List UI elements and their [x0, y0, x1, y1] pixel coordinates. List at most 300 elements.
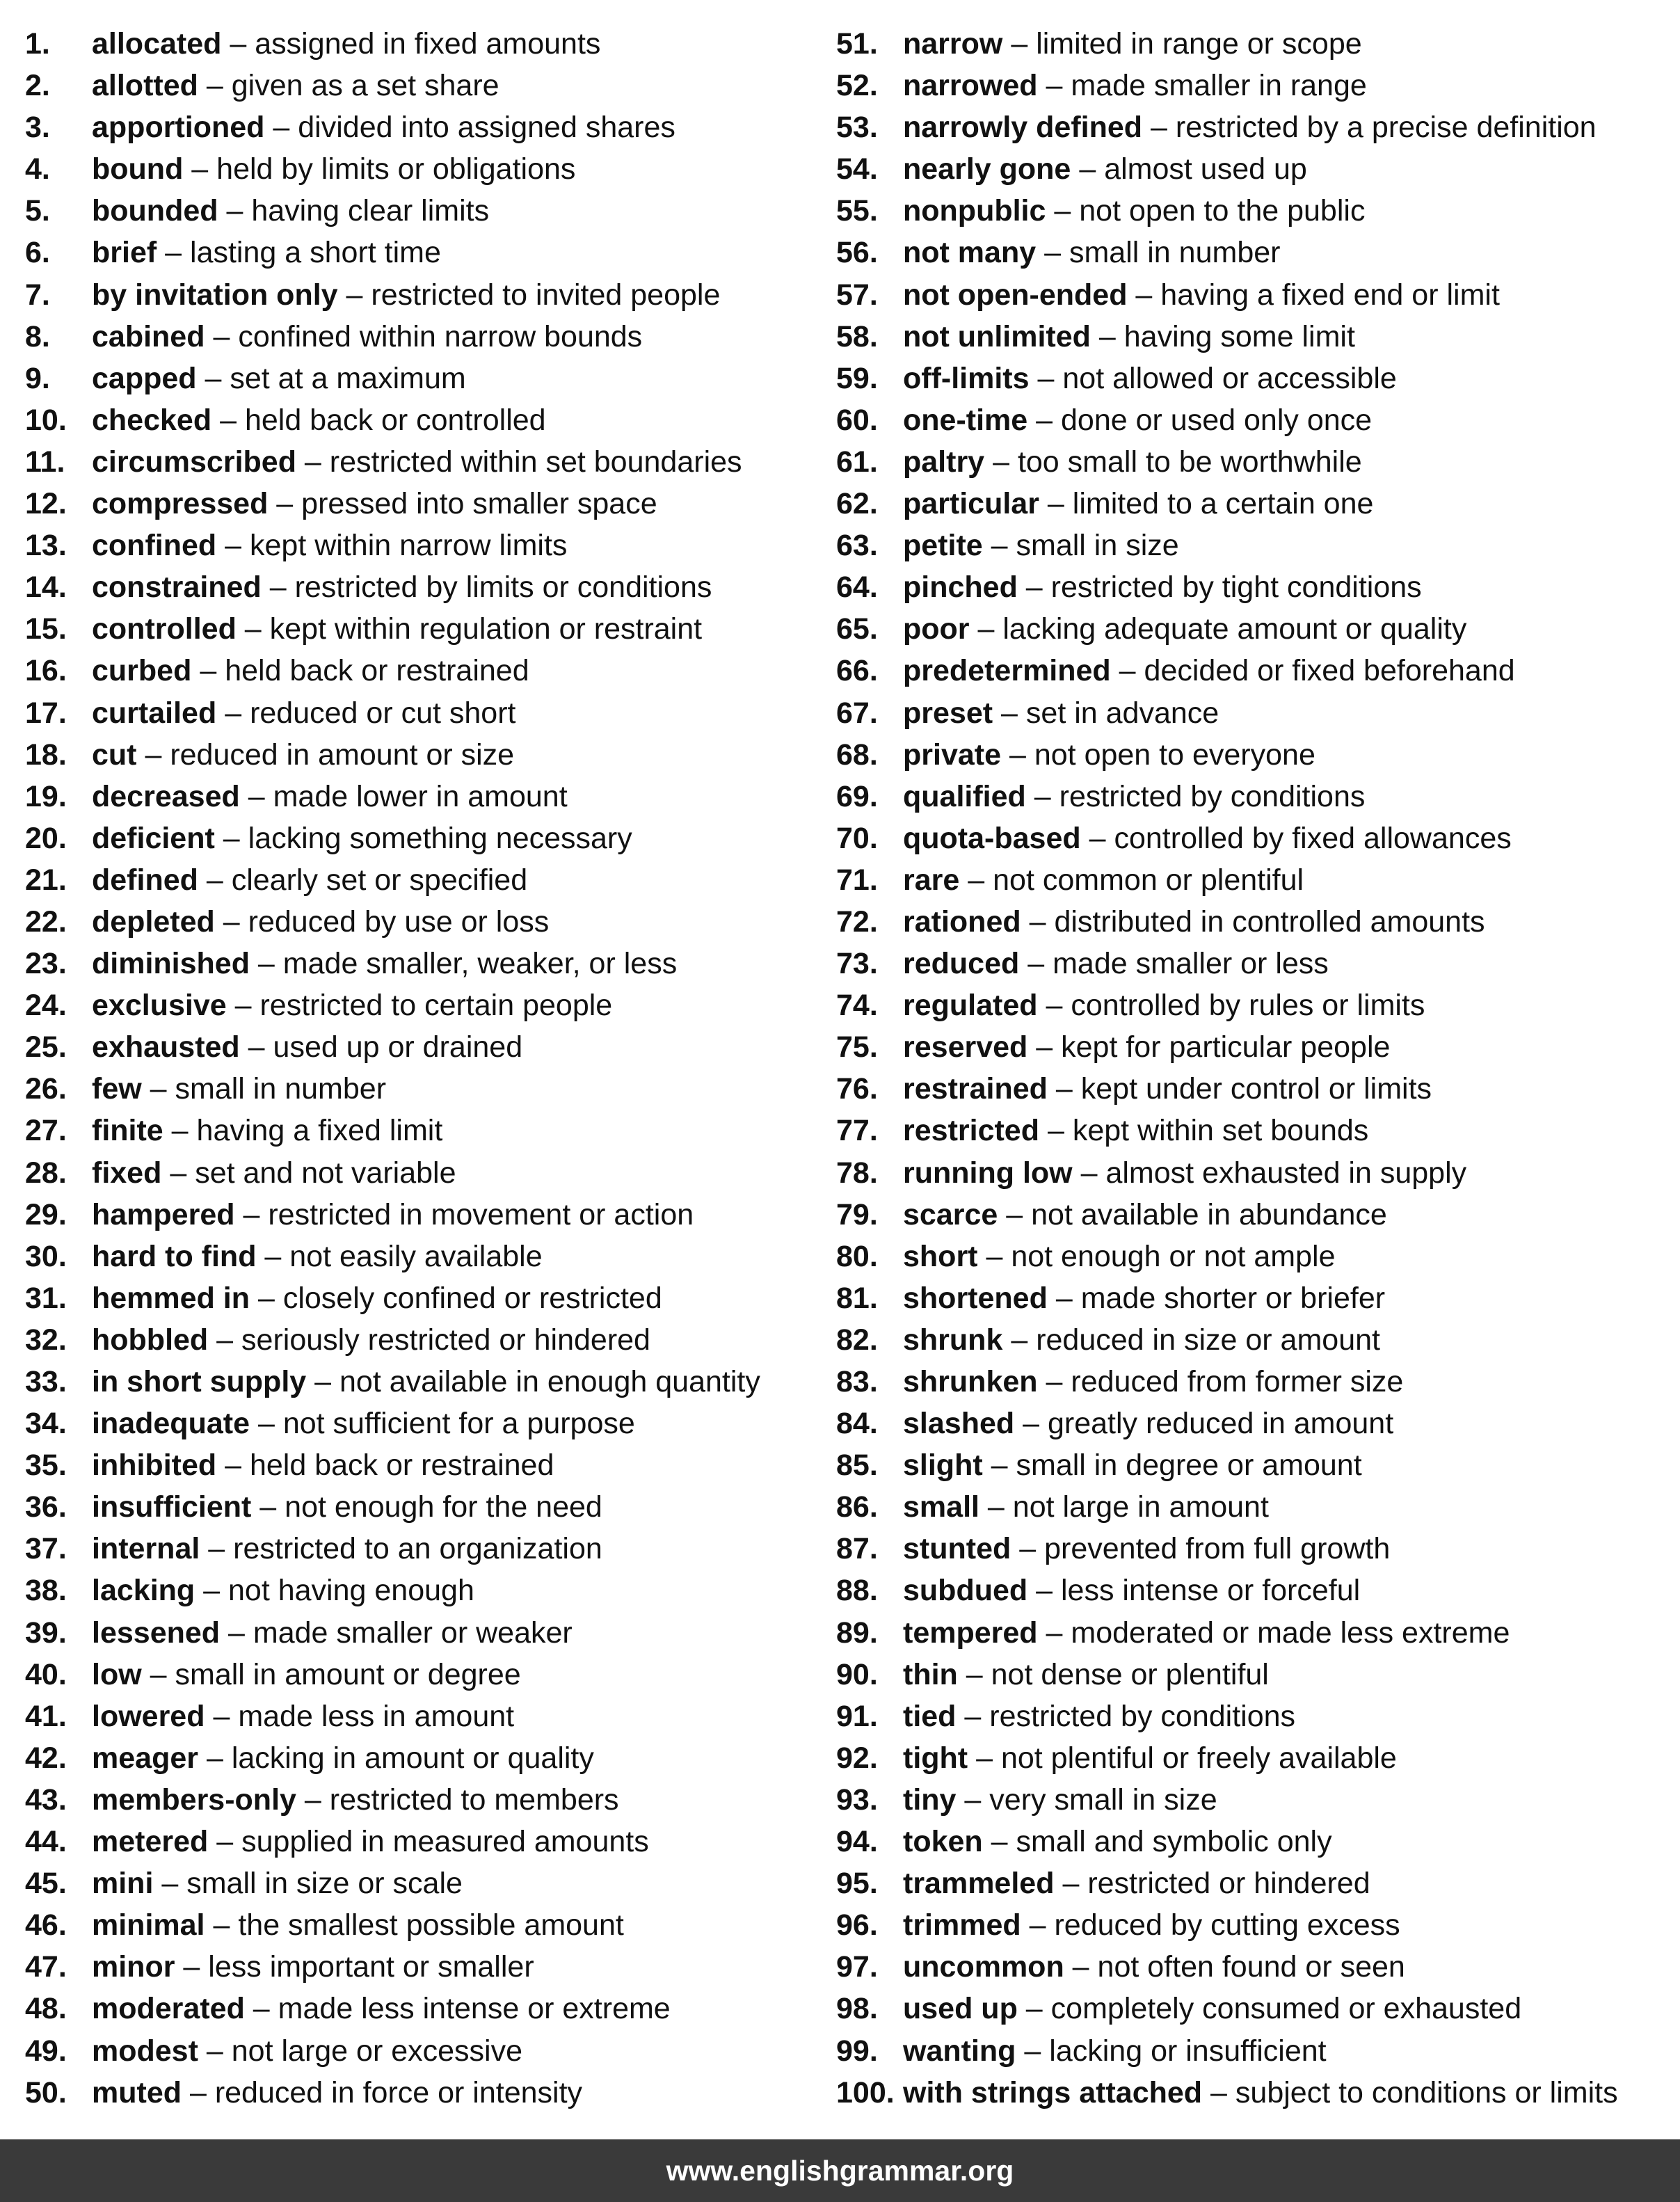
item-separator: –: [977, 612, 995, 646]
item-separator: –: [993, 445, 1009, 479]
item-separator: –: [1024, 2034, 1041, 2068]
item-definition: reduced or cut short: [250, 696, 516, 730]
item-number: 62.: [836, 487, 878, 521]
item-term: shrunken: [903, 1365, 1038, 1398]
list-item: [25, 316, 760, 358]
list-item: [836, 817, 1618, 859]
item-term: tiny: [903, 1782, 957, 1817]
list-item: [25, 608, 760, 650]
item-number: 12.: [25, 487, 67, 521]
list-item: [836, 1821, 1618, 1862]
item-definition: not open to the public: [1079, 194, 1366, 228]
item-definition: made less intense or extreme: [278, 1992, 671, 2026]
item-separator: –: [216, 1825, 234, 1859]
list-item: [25, 1988, 760, 2029]
item-term: reserved: [903, 1030, 1028, 1064]
item-definition: reduced in amount or size: [170, 737, 515, 772]
item-separator: –: [966, 1657, 983, 1691]
item-separator: –: [991, 1449, 1008, 1483]
item-number: 26.: [25, 1072, 67, 1106]
item-term: apportioned: [92, 111, 265, 145]
item-term: controlled: [92, 612, 237, 646]
item-definition: given as a set share: [231, 69, 499, 103]
list-item: [25, 692, 760, 734]
item-number: 71.: [836, 863, 878, 897]
item-definition: not large or excessive: [231, 2034, 523, 2068]
item-term: tight: [903, 1741, 968, 1775]
list-item: [836, 943, 1618, 984]
item-definition: restricted by conditions: [1059, 779, 1366, 813]
list-item: [836, 148, 1618, 190]
item-number: 55.: [836, 194, 878, 228]
item-number: 38.: [25, 1574, 67, 1608]
item-definition: restricted in movement or action: [268, 1197, 694, 1231]
list-item: [25, 232, 760, 273]
item-definition: not open to everyone: [1034, 737, 1315, 772]
item-term: cut: [92, 737, 137, 772]
item-number: 94.: [836, 1825, 878, 1859]
list-item: [25, 190, 760, 232]
item-number: 54.: [836, 152, 878, 186]
item-definition: not large in amount: [1012, 1490, 1269, 1524]
item-term: minor: [92, 1950, 175, 1984]
list-item: [836, 399, 1618, 441]
list-item: [836, 1319, 1618, 1361]
list-item: [836, 1654, 1618, 1696]
item-number: 36.: [25, 1490, 67, 1524]
item-separator: –: [223, 904, 240, 939]
item-term: curtailed: [92, 696, 217, 730]
item-separator: –: [216, 1323, 234, 1357]
list-item: [836, 901, 1618, 943]
item-term: small: [903, 1490, 979, 1524]
item-definition: made smaller or weaker: [253, 1615, 573, 1650]
item-term: token: [903, 1825, 983, 1859]
item-definition: restricted by a precise definition: [1175, 111, 1597, 145]
item-term: used up: [903, 1992, 1018, 2026]
item-separator: –: [1072, 1950, 1089, 1984]
item-separator: –: [206, 2034, 223, 2068]
item-separator: –: [248, 1030, 265, 1064]
item-separator: –: [234, 989, 252, 1023]
item-number: 21.: [25, 863, 67, 897]
item-number: 33.: [25, 1365, 67, 1398]
list-item: [25, 1486, 760, 1528]
item-term: hemmed in: [92, 1281, 250, 1315]
item-term: capped: [92, 361, 197, 395]
list-item: [25, 274, 760, 316]
item-number: 47.: [25, 1950, 67, 1984]
item-definition: held back or controlled: [244, 403, 546, 437]
item-separator: –: [1029, 1908, 1046, 1942]
item-definition: small in number: [175, 1072, 387, 1106]
item-definition: restricted to an organization: [233, 1532, 602, 1566]
item-separator: –: [213, 1908, 230, 1942]
item-term: allocated: [92, 27, 222, 61]
item-term: reduced: [903, 947, 1020, 981]
item-separator: –: [223, 821, 240, 855]
item-term: trammeled: [903, 1867, 1055, 1901]
item-separator: –: [269, 571, 287, 605]
item-separator: –: [1046, 1365, 1063, 1398]
item-separator: –: [1046, 989, 1063, 1023]
list-item: [836, 1904, 1618, 1946]
item-separator: –: [228, 1615, 245, 1650]
list-item: [836, 1236, 1618, 1277]
item-term: not unlimited: [903, 319, 1091, 353]
item-number: 65.: [836, 612, 878, 646]
list-item: [25, 776, 760, 817]
list-item: [25, 566, 760, 608]
item-separator: –: [273, 111, 290, 145]
item-separator: –: [1025, 571, 1043, 605]
list-item: [25, 1528, 760, 1570]
list-item: [25, 1862, 760, 1904]
list-item: [836, 525, 1618, 566]
item-separator: –: [304, 445, 321, 479]
item-separator: –: [226, 194, 243, 228]
item-term: one-time: [903, 403, 1028, 437]
item-separator: –: [206, 863, 223, 897]
item-number: 1.: [25, 27, 50, 61]
item-definition: not easily available: [289, 1239, 543, 1273]
item-separator: –: [206, 1741, 223, 1775]
footer-bar: [0, 2139, 1680, 2202]
item-term: confined: [92, 529, 217, 563]
item-definition: almost exhausted in supply: [1105, 1156, 1467, 1190]
item-separator: –: [1119, 654, 1136, 688]
item-term: fixed: [92, 1156, 162, 1190]
item-number: 61.: [836, 445, 878, 479]
item-definition: small and symbolic only: [1016, 1825, 1332, 1859]
item-separator: –: [206, 69, 223, 103]
item-separator: –: [225, 696, 242, 730]
item-separator: –: [1089, 821, 1106, 855]
item-number: 40.: [25, 1657, 67, 1691]
item-definition: having some limit: [1123, 319, 1355, 353]
item-definition: decided or fixed beforehand: [1144, 654, 1515, 688]
list-item: [25, 2030, 760, 2072]
item-separator: –: [1009, 737, 1026, 772]
item-number: 16.: [25, 654, 67, 688]
item-definition: kept under control or limits: [1080, 1072, 1432, 1106]
item-number: 92.: [836, 1741, 878, 1775]
item-definition: lacking something necessary: [248, 821, 632, 855]
list-item: [836, 1779, 1618, 1821]
item-definition: prevented from full growth: [1044, 1532, 1391, 1566]
item-definition: set in advance: [1025, 696, 1219, 730]
item-separator: –: [1054, 194, 1071, 228]
list-item: [25, 984, 760, 1026]
item-term: exclusive: [92, 989, 227, 1023]
item-number: 93.: [836, 1782, 878, 1817]
item-number: 29.: [25, 1197, 67, 1231]
item-number: 82.: [836, 1323, 878, 1357]
item-separator: –: [991, 1825, 1008, 1859]
list-item: [25, 2072, 760, 2114]
item-term: metered: [92, 1825, 209, 1859]
item-separator: –: [1037, 361, 1055, 395]
list-item: [25, 1110, 760, 1151]
item-definition: restricted by limits or conditions: [294, 571, 712, 605]
item-separator: –: [203, 1574, 221, 1608]
item-definition: held back or restrained: [249, 1449, 554, 1483]
item-number: 2.: [25, 69, 50, 103]
item-definition: restricted or hindered: [1087, 1867, 1370, 1901]
footer-website-link[interactable]: www.englishgrammar.org: [666, 2154, 1014, 2187]
item-separator: –: [1023, 1407, 1040, 1441]
item-separator: –: [253, 1992, 270, 2026]
item-separator: –: [976, 1741, 993, 1775]
item-number: 10.: [25, 403, 67, 437]
item-separator: –: [1036, 1574, 1053, 1608]
item-term: lacking: [92, 1574, 195, 1608]
item-separator: –: [1046, 69, 1063, 103]
item-definition: controlled by fixed allowances: [1114, 821, 1512, 855]
item-term: particular: [903, 487, 1039, 521]
item-number: 19.: [25, 779, 67, 813]
item-definition: restricted to invited people: [371, 278, 721, 312]
item-term: tempered: [903, 1615, 1038, 1650]
item-term: paltry: [903, 445, 985, 479]
item-separator: –: [1047, 1114, 1064, 1148]
item-number: 87.: [836, 1532, 878, 1566]
item-term: defined: [92, 863, 198, 897]
item-term: not open-ended: [903, 278, 1128, 312]
item-number: 22.: [25, 904, 67, 939]
item-definition: set and not variable: [195, 1156, 456, 1190]
item-separator: –: [1006, 1197, 1023, 1231]
item-term: poor: [903, 612, 970, 646]
item-separator: –: [1019, 1532, 1037, 1566]
item-definition: not having enough: [228, 1574, 474, 1608]
list-item: [25, 1570, 760, 1611]
item-number: 85.: [836, 1449, 878, 1483]
item-number: 58.: [836, 319, 878, 353]
item-definition: having clear limits: [251, 194, 490, 228]
list-item: [836, 1152, 1618, 1194]
item-number: 53.: [836, 111, 878, 145]
item-term: bounded: [92, 194, 218, 228]
list-item: [25, 734, 760, 776]
item-term: lowered: [92, 1699, 205, 1733]
list-item: [25, 1444, 760, 1486]
item-term: muted: [92, 2075, 182, 2109]
item-term: circumscribed: [92, 445, 296, 479]
list-item: [836, 190, 1618, 232]
item-definition: done or used only once: [1061, 403, 1373, 437]
list-item: [836, 1068, 1618, 1110]
list-item: [25, 1068, 760, 1110]
item-term: qualified: [903, 779, 1026, 813]
list-item: [836, 1486, 1618, 1528]
item-separator: –: [165, 236, 182, 270]
item-separator: –: [248, 779, 265, 813]
item-number: 24.: [25, 989, 67, 1023]
item-number: 23.: [25, 947, 67, 981]
item-term: in short supply: [92, 1365, 307, 1398]
item-definition: small in amount or degree: [175, 1657, 521, 1691]
item-number: 45.: [25, 1867, 67, 1901]
item-definition: used up or drained: [273, 1030, 523, 1064]
item-number: 91.: [836, 1699, 878, 1733]
list-item: [836, 65, 1618, 106]
item-definition: not enough or not ample: [1011, 1239, 1336, 1273]
item-definition: reduced in force or intensity: [214, 2075, 583, 2109]
list-item: [836, 106, 1618, 148]
item-definition: pressed into smaller space: [301, 487, 657, 521]
item-term: petite: [903, 529, 983, 563]
item-definition: kept within set bounds: [1072, 1114, 1369, 1148]
item-term: slight: [903, 1449, 983, 1483]
item-separator: –: [205, 361, 222, 395]
list-item: [25, 943, 760, 984]
item-definition: restricted by tight conditions: [1050, 571, 1422, 605]
item-term: constrained: [92, 571, 262, 605]
list-item: [836, 984, 1618, 1026]
item-number: 28.: [25, 1156, 67, 1190]
item-definition: reduced by use or loss: [248, 904, 550, 939]
item-number: 17.: [25, 696, 67, 730]
item-definition: clearly set or specified: [231, 863, 528, 897]
item-number: 18.: [25, 737, 67, 772]
item-definition: reduced from former size: [1071, 1365, 1404, 1398]
item-term: insufficient: [92, 1490, 252, 1524]
item-term: hard to find: [92, 1239, 257, 1273]
item-definition: moderated or made less extreme: [1071, 1615, 1510, 1650]
item-term: moderated: [92, 1992, 245, 2026]
item-separator: –: [1151, 111, 1167, 145]
list-item: [836, 232, 1618, 273]
item-number: 51.: [836, 27, 878, 61]
item-number: 31.: [25, 1281, 67, 1315]
item-separator: –: [1029, 904, 1046, 939]
item-definition: small in size or scale: [186, 1867, 463, 1901]
item-definition: less intense or forceful: [1061, 1574, 1361, 1608]
item-number: 43.: [25, 1782, 67, 1817]
list-item: [836, 1361, 1618, 1403]
list-item: [836, 734, 1618, 776]
list-item: [836, 316, 1618, 358]
item-definition: made smaller or less: [1053, 947, 1329, 981]
item-number: 98.: [836, 1992, 878, 2026]
item-separator: –: [1080, 1156, 1098, 1190]
item-term: regulated: [903, 989, 1038, 1023]
item-definition: kept within regulation or restraint: [269, 612, 703, 646]
item-number: 100.: [836, 2075, 895, 2109]
item-number: 86.: [836, 1490, 878, 1524]
list-item: [25, 817, 760, 859]
list-item: [25, 65, 760, 106]
item-definition: restricted by conditions: [989, 1699, 1296, 1733]
list-item: [836, 1110, 1618, 1151]
item-number: 99.: [836, 2034, 878, 2068]
list-item: [25, 106, 760, 148]
item-separator: –: [230, 27, 247, 61]
list-item: [25, 1403, 760, 1444]
item-term: inhibited: [92, 1449, 217, 1483]
list-item: [25, 1361, 760, 1403]
list-item: [25, 1026, 760, 1068]
item-separator: –: [191, 152, 209, 186]
item-definition: not allowed or accessible: [1062, 361, 1397, 395]
item-term: compressed: [92, 487, 269, 521]
list-item: [836, 1403, 1618, 1444]
item-number: 88.: [836, 1574, 878, 1608]
item-definition: greatly reduced in amount: [1047, 1407, 1394, 1441]
item-term: diminished: [92, 947, 250, 981]
list-item: [25, 483, 760, 525]
item-separator: –: [213, 1699, 230, 1733]
item-definition: having a fixed limit: [196, 1114, 443, 1148]
item-number: 75.: [836, 1030, 878, 1064]
item-term: narrowed: [903, 69, 1038, 103]
item-term: subdued: [903, 1574, 1028, 1608]
item-separator: –: [276, 487, 294, 521]
item-term: predetermined: [903, 654, 1111, 688]
item-separator: –: [1036, 403, 1053, 437]
list-item: [25, 1319, 760, 1361]
item-separator: –: [1025, 1992, 1043, 2026]
item-term: stunted: [903, 1532, 1011, 1566]
item-definition: supplied in measured amounts: [241, 1825, 649, 1859]
item-number: 5.: [25, 194, 50, 228]
list-item: [836, 1862, 1618, 1904]
list-item: [25, 1194, 760, 1236]
item-term: modest: [92, 2034, 198, 2068]
list-item: [25, 1654, 760, 1696]
list-item: [25, 23, 760, 65]
item-definition: closely confined or restricted: [282, 1281, 662, 1315]
item-term: minimal: [92, 1908, 205, 1942]
item-term: narrow: [903, 27, 1003, 61]
item-separator: –: [987, 1490, 1005, 1524]
list-item: [25, 441, 760, 483]
item-separator: –: [991, 529, 1008, 563]
item-separator: –: [220, 403, 237, 437]
item-number: 9.: [25, 361, 50, 395]
item-number: 57.: [836, 278, 878, 312]
item-number: 4.: [25, 152, 50, 186]
item-definition: distributed in controlled amounts: [1054, 904, 1485, 939]
item-definition: less important or smaller: [208, 1950, 534, 1984]
list-item: [836, 2072, 1618, 2114]
item-term: lessened: [92, 1615, 221, 1650]
item-definition: lacking or insufficient: [1049, 2034, 1327, 2068]
item-definition: small in size: [1016, 529, 1179, 563]
list-item: [836, 358, 1618, 399]
item-separator: –: [257, 1281, 275, 1315]
item-number: 30.: [25, 1239, 67, 1273]
item-term: depleted: [92, 904, 215, 939]
item-number: 34.: [25, 1407, 67, 1441]
item-definition: not dense or plentiful: [991, 1657, 1269, 1691]
list-item: [836, 23, 1618, 65]
list-item: [25, 1904, 760, 1946]
item-definition: limited to a certain one: [1072, 487, 1374, 521]
item-separator: –: [1055, 1072, 1073, 1106]
item-term: running low: [903, 1156, 1073, 1190]
item-term: wanting: [903, 2034, 1016, 2068]
item-separator: –: [171, 1114, 189, 1148]
item-definition: restricted within set boundaries: [329, 445, 742, 479]
list-item: [25, 901, 760, 943]
item-number: 60.: [836, 403, 878, 437]
word-list-column-right: [836, 23, 1618, 2114]
item-definition: limited in range or scope: [1036, 27, 1362, 61]
item-definition: kept within narrow limits: [250, 529, 568, 563]
item-number: 70.: [836, 821, 878, 855]
